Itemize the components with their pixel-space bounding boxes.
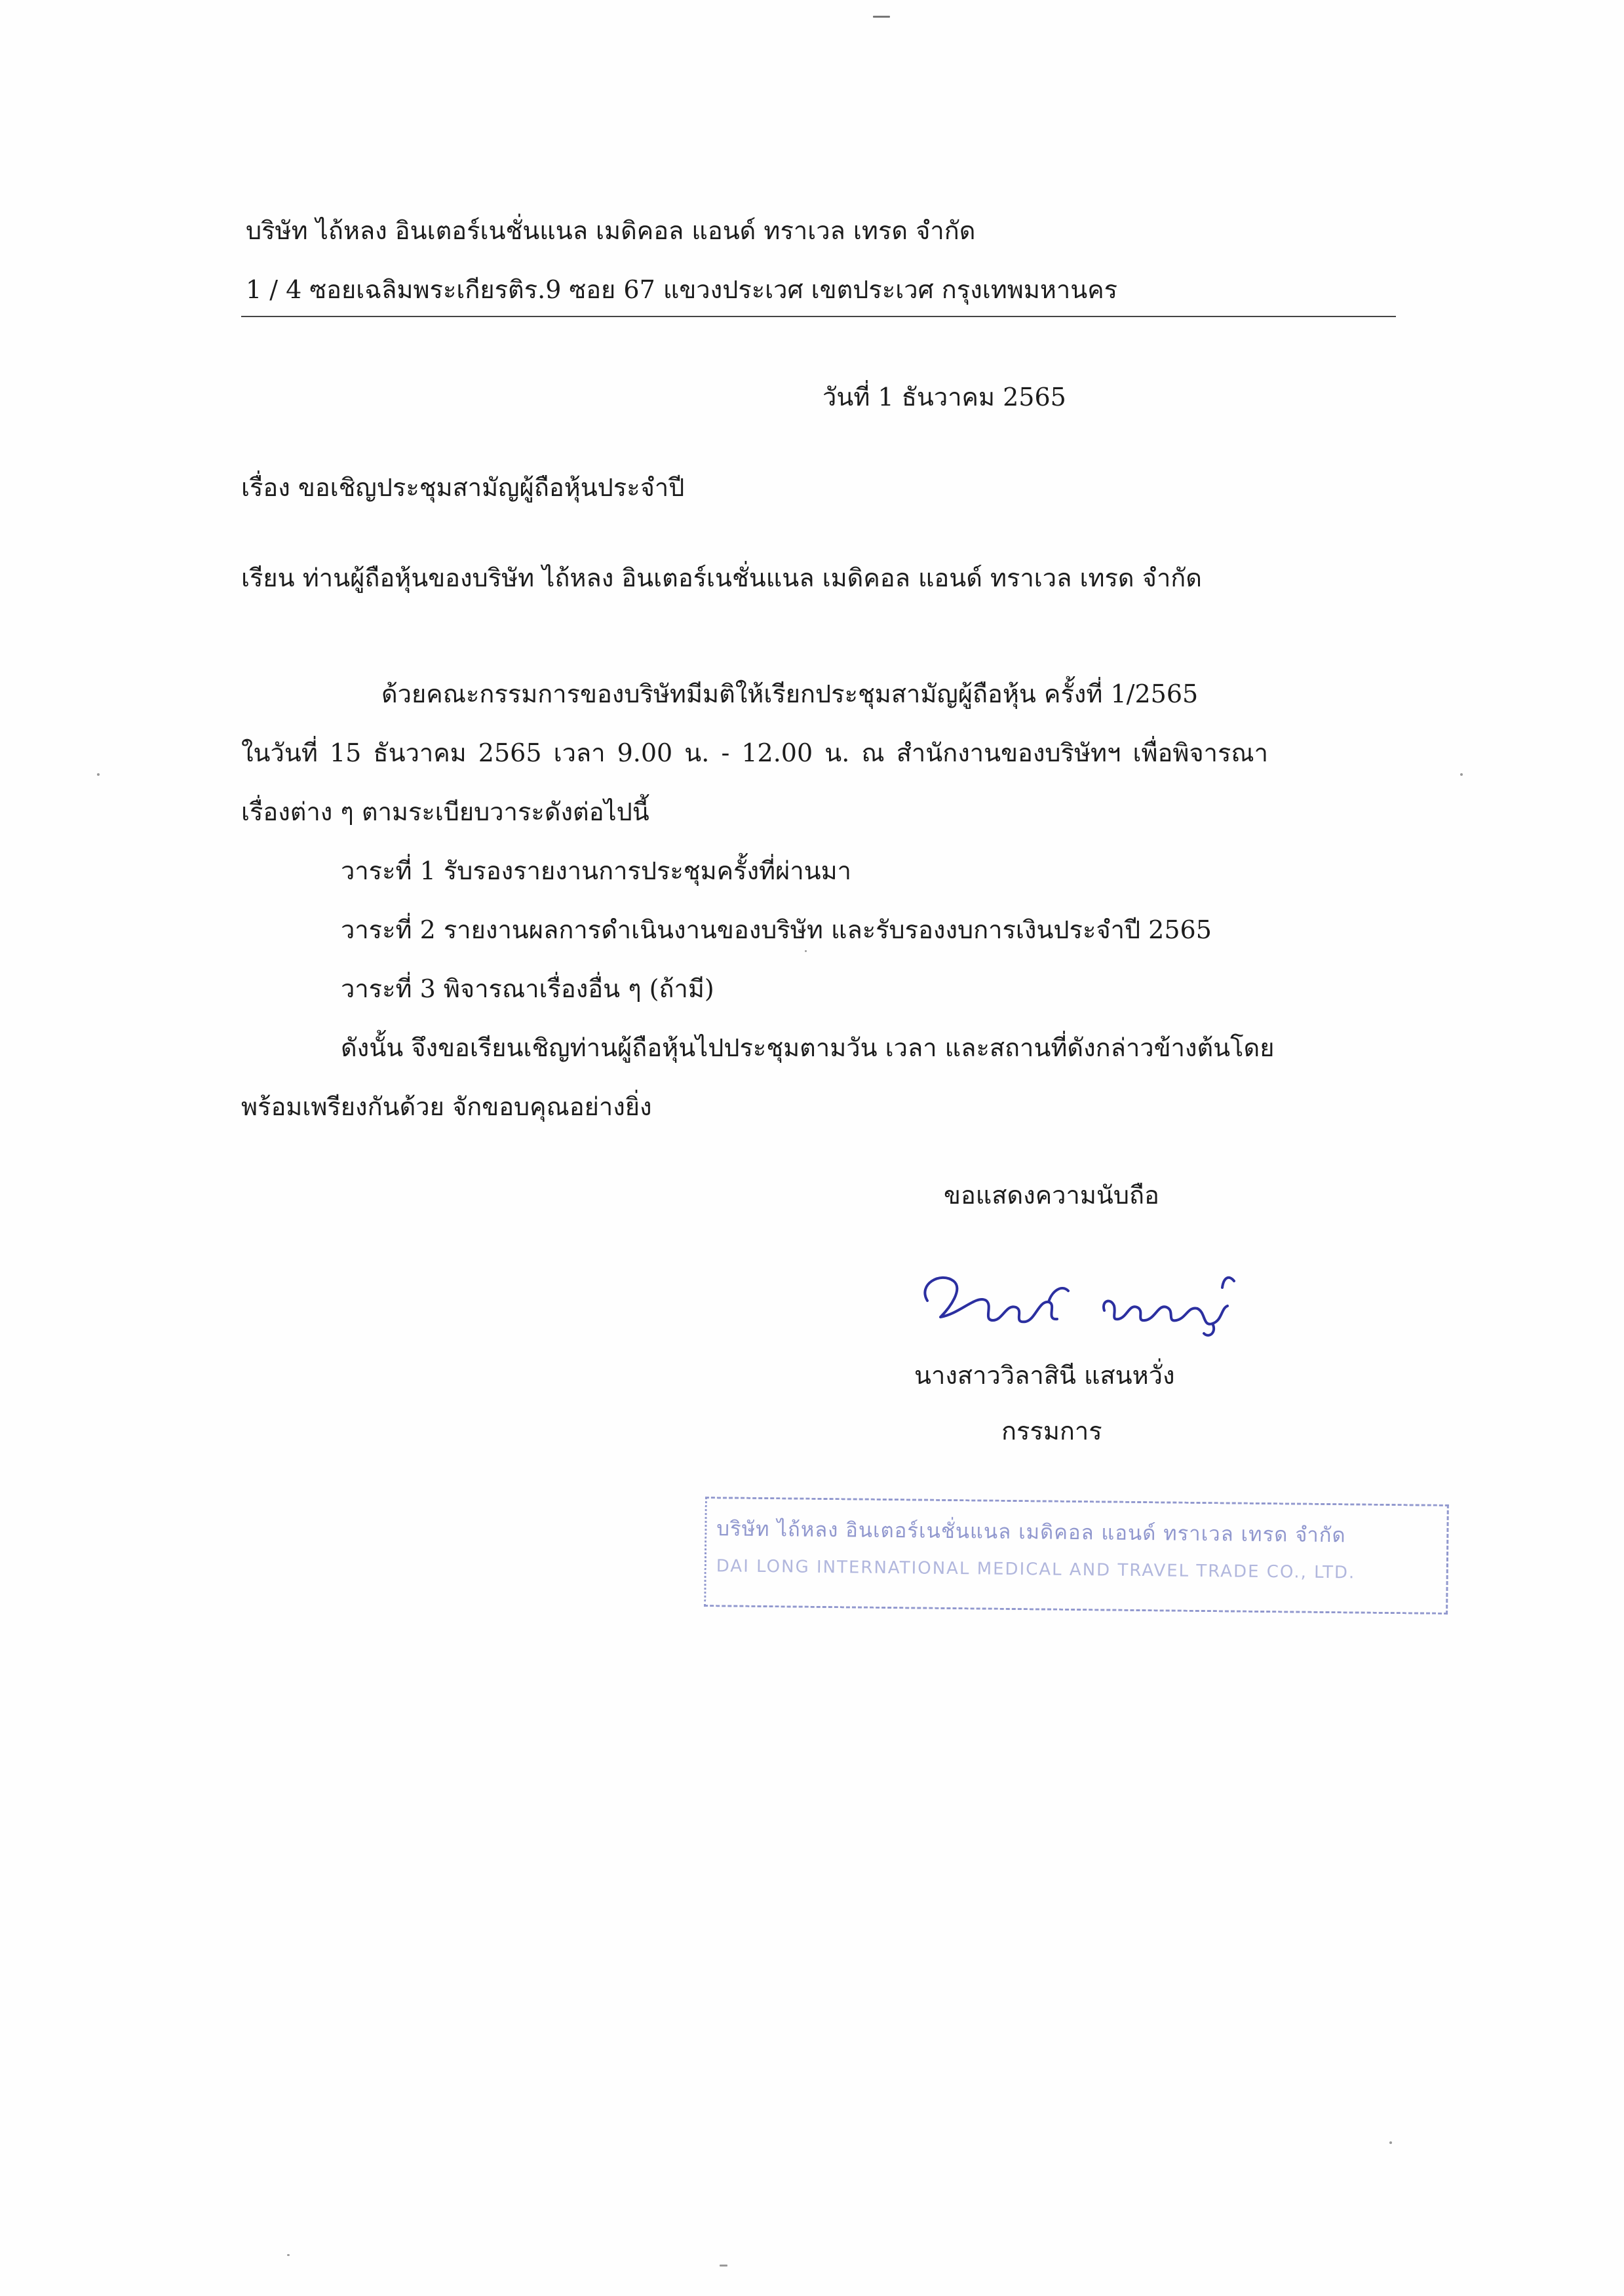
signer-title: กรรมการ (1001, 1417, 1102, 1445)
closing-phrase: ขอแสดงความนับถือ (944, 1181, 1159, 1210)
handwritten-signature (914, 1255, 1255, 1353)
scan-speck (720, 2265, 727, 2267)
scan-speck (287, 2254, 290, 2256)
agenda-item-2: วาระที่ 2 รายงานผลการดำเนินงานของบริษัท และรับรองงบการเงินประจำปี 2565 (341, 915, 1212, 944)
header-divider (241, 316, 1396, 317)
company-address: 1 / 4 ซอยเฉลิมพระเกียรติร.9 ซอย 67 แขวงประเวศ เขตประเวศ กรุงเทพมหานคร (246, 275, 1118, 304)
agenda-item-1: วาระที่ 1 รับรองรายงานการประชุมครั้งที่ผ่านมา (341, 856, 852, 885)
scan-speck (1389, 2141, 1392, 2144)
letter-salutation: เรียน ท่านผู้ถือหุ้นของบริษัท ไถ้หลง อินเตอร์เนชั่นแนล เมดิคอล แอนด์ ทราเวล เทรด จำกัด (241, 564, 1202, 592)
body-paragraph-1-line-2: ในวันที่ 15 ธันวาคม 2565 เวลา 9.00 น. - 12.00 น. ณ สำนักงานของบริษัทฯ เพื่อพิจารณา (241, 738, 1268, 767)
body-paragraph-1-line-3: เรื่องต่าง ๆ ตามระเบียบวาระดังต่อไปนี้ (241, 797, 649, 826)
body-paragraph-1-line-1: ด้วยคณะกรรมการของบริษัทมีมติให้เรียกประชุมสามัญผู้ถือหุ้น ครั้งที่ 1/2565 (381, 679, 1199, 708)
scan-speck (97, 773, 100, 776)
stamp-thai-text: บริษัท ไถ้หลง อินเตอร์เนชั่นแนล เมดิคอล แอนด์ ทราเวล เทรด จำกัด (716, 1517, 1346, 1548)
scan-mark (873, 16, 890, 18)
body-paragraph-2-line-2: พร้อมเพรียงกันด้วย จักขอบคุณอย่างยิ่ง (241, 1092, 652, 1121)
company-stamp (704, 1497, 1449, 1615)
letter-subject: เรื่อง ขอเชิญประชุมสามัญผู้ถือหุ้นประจำปี (241, 473, 685, 502)
scan-speck (805, 950, 807, 952)
agenda-item-3: วาระที่ 3 พิจารณาเรื่องอื่น ๆ (ถ้ามี) (341, 974, 714, 1003)
body-paragraph-2-line-1: ดังนั้น จึงขอเรียนเชิญท่านผู้ถือหุ้นไปประชุมตามวัน เวลา และสถานที่ดังกล่าวข้างต้นโดย (341, 1033, 1275, 1062)
company-name: บริษัท ไถ้หลง อินเตอร์เนชั่นแนล เมดิคอล แอนด์ ทราเวล เทรด จำกัด (246, 216, 976, 245)
letter-date: วันที่ 1 ธันวาคม 2565 (822, 383, 1066, 411)
scan-speck (1460, 773, 1463, 776)
stamp-english-text: DAI LONG INTERNATIONAL MEDICAL AND TRAVEL TRADE CO., LTD. (716, 1556, 1356, 1583)
signer-name: นางสาววิลาสินี แสนหวั่ง (914, 1361, 1175, 1390)
